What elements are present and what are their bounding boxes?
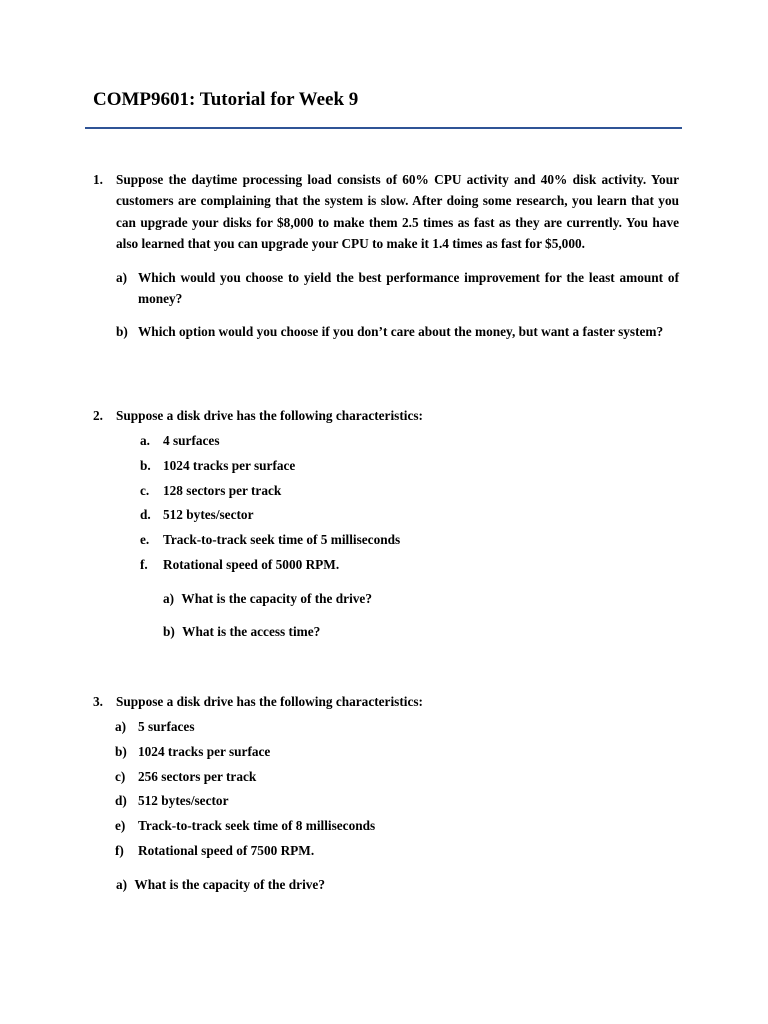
subquestion-marker: b) bbox=[116, 324, 128, 340]
list-item-text: Track-to-track seek time of 5 milliseconds bbox=[163, 532, 401, 548]
list-marker: e) bbox=[115, 818, 126, 834]
subquestion-text: What is the capacity of the drive? bbox=[134, 877, 325, 892]
subquestion-text: Which would you choose to yield the best performance improvement for the least amount of money? bbox=[138, 269, 679, 307]
list-item-text: 512 bytes/sector bbox=[163, 507, 254, 523]
question-2 bbox=[93, 405, 679, 426]
question-text: Suppose the daytime processing load consists of 60% CPU activity and 40% disk activity. Your customers are complaining that the system is slow. After doing some research, you learn that you can upgrade your disks for $8,000 to make them 2.5 times as fast as they are currently. You have also learned that you can upgrade your CPU to make it 1.4 times as fast for $5,000. bbox=[116, 172, 679, 252]
subquestion-marker: a) bbox=[116, 877, 128, 892]
list-marker: b. bbox=[140, 457, 151, 473]
subquestion-a bbox=[163, 588, 372, 609]
list-marker: d) bbox=[115, 793, 127, 809]
title-divider bbox=[85, 127, 682, 129]
list-marker: c. bbox=[140, 482, 150, 498]
list-item bbox=[93, 480, 679, 505]
list-marker: a. bbox=[140, 433, 150, 448]
list-item bbox=[93, 840, 679, 865]
list-marker: e. bbox=[140, 532, 150, 548]
subquestion-b bbox=[116, 321, 679, 342]
subquestion-text: Which option would you choose if you don’t care about the money, but want a faster system? bbox=[138, 324, 664, 340]
page-title: COMP9601: Tutorial for Week 9 bbox=[93, 89, 359, 110]
list-marker: c) bbox=[115, 768, 126, 784]
subquestion-text: What is the access time? bbox=[182, 624, 321, 639]
list-item-text: Rotational speed of 5000 RPM. bbox=[163, 556, 340, 572]
subquestion-marker: a) bbox=[163, 591, 175, 606]
list-item-text: Rotational speed of 7500 RPM. bbox=[138, 842, 315, 858]
list-item bbox=[93, 790, 679, 815]
list-item-text: 5 surfaces bbox=[138, 719, 195, 734]
list-item-text: 1024 tracks per surface bbox=[138, 743, 271, 759]
list-item-text: 1024 tracks per surface bbox=[163, 457, 296, 473]
list-item-text: 256 sectors per track bbox=[138, 768, 257, 784]
list-item bbox=[93, 716, 679, 741]
list-marker: d. bbox=[140, 507, 151, 523]
subquestion-text: What is the capacity of the drive? bbox=[181, 591, 372, 606]
list-marker: f) bbox=[115, 842, 124, 858]
list-item-text: Track-to-track seek time of 8 milliseconds bbox=[138, 818, 376, 834]
characteristics-list-3 bbox=[93, 716, 679, 865]
list-item bbox=[93, 529, 679, 554]
question-number: 3. bbox=[93, 694, 103, 709]
list-item bbox=[93, 455, 679, 480]
subquestion-b bbox=[163, 621, 320, 642]
question-3 bbox=[93, 691, 679, 712]
characteristics-list-2 bbox=[93, 430, 679, 579]
list-marker: a) bbox=[115, 719, 127, 734]
subquestion-a bbox=[116, 267, 679, 310]
list-item-text: 128 sectors per track bbox=[163, 482, 282, 498]
list-item bbox=[93, 554, 679, 579]
list-marker: b) bbox=[115, 743, 127, 759]
list-item bbox=[93, 430, 679, 455]
subquestion-marker: b) bbox=[163, 624, 175, 639]
question-text: Suppose a disk drive has the following characteristics: bbox=[116, 408, 423, 423]
question-text: Suppose a disk drive has the following characteristics: bbox=[116, 694, 423, 709]
list-item-text: 512 bytes/sector bbox=[138, 793, 229, 809]
list-item bbox=[93, 766, 679, 791]
list-item bbox=[93, 504, 679, 529]
question-number: 2. bbox=[93, 408, 103, 423]
list-item bbox=[93, 815, 679, 840]
list-marker: f. bbox=[140, 556, 148, 572]
question-number: 1. bbox=[93, 172, 103, 187]
list-item bbox=[93, 741, 679, 766]
list-item-text: 4 surfaces bbox=[163, 433, 220, 448]
subquestion-marker: a) bbox=[116, 269, 128, 285]
subquestion-a bbox=[116, 874, 325, 895]
question-1 bbox=[93, 169, 679, 343]
